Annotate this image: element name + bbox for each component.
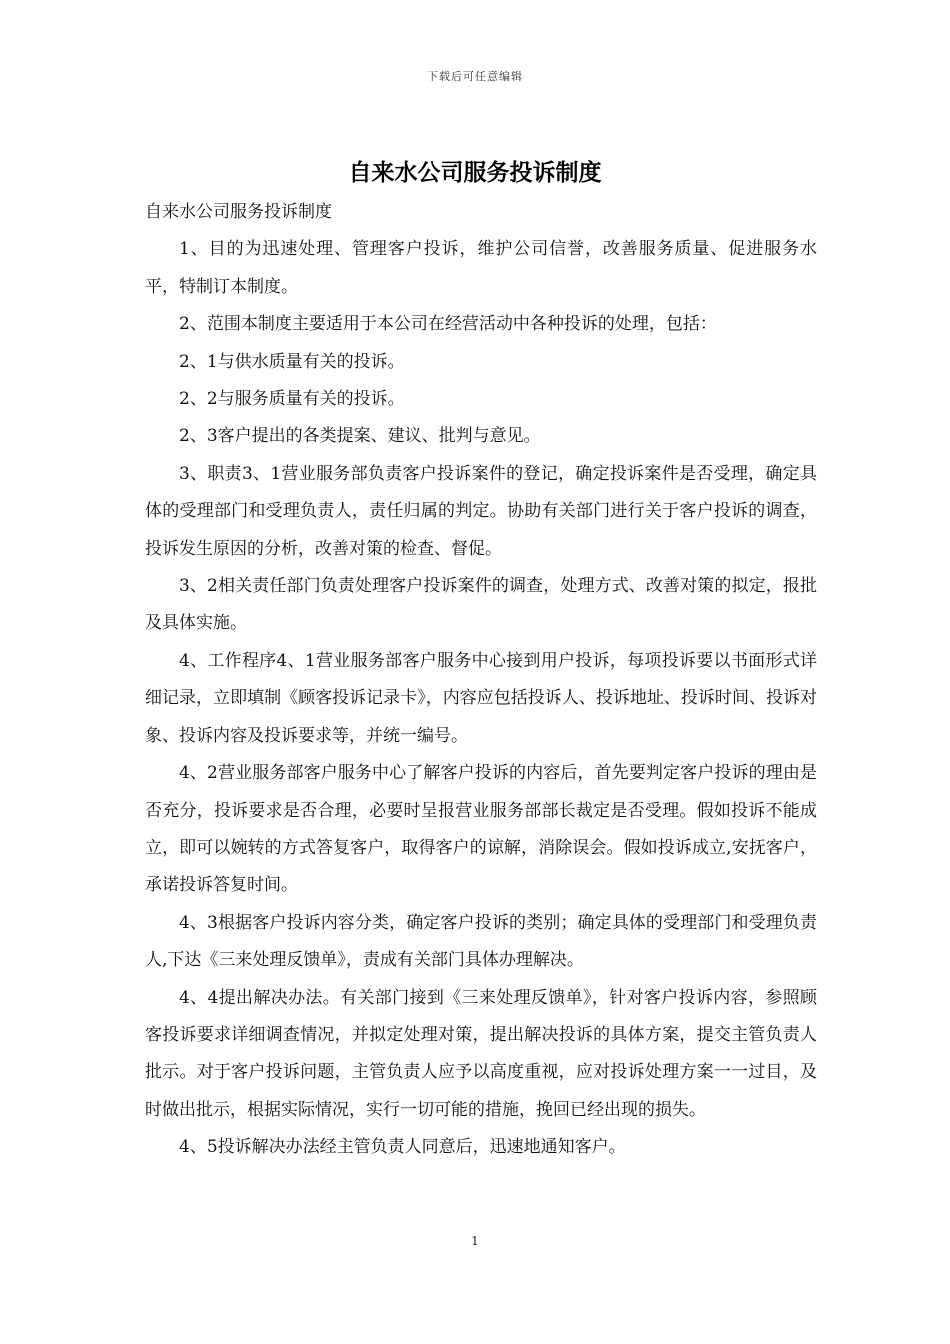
paragraph-scope: 2、范围本制度主要适用于本公司在经营活动中各种投诉的处理，包括：	[179, 314, 717, 335]
paragraph-procedure-4-1: 4、工作程序4、1营业服务部客户服务中心接到用户投诉，每项投诉要以书面形式详细记录，立即填制《顾客投诉记录卡》，内容应包括投诉人、投诉地址、投诉时间、投诉对象、投诉内容及投诉要求等，并统一编号。	[145, 650, 817, 746]
document-body	[145, 194, 817, 1167]
paragraph-purpose: 1、目的为迅速处理、管理客户投诉，维护公司信誉，改善服务质量、促进服务水平，特制订本制度。	[145, 239, 817, 297]
header-note: 下载后可任意编辑	[427, 70, 523, 83]
paragraph-procedure-4-4: 4、4提出解决办法。有关部门接到《三来处理反馈单》，针对客户投诉内容，参照顾客投诉要求详细调查情况，并拟定处理对策，提出解决投诉的具体方案，提交主管负责人批示。对于客户投诉问题，主管负责人应予以高度重视，应对投诉处理方案一一过目，及时做出批示，根据实际情况，实行一切可能的措施，挽回已经出现的损失。	[145, 987, 817, 1120]
page-number: 1	[471, 1234, 479, 1248]
paragraph-procedure-4-2: 4、2营业服务部客户服务中心了解客户投诉的内容后，首先要判定客户投诉的理由是否充分，投诉要求是否合理，必要时呈报营业服务部部长裁定是否受理。假如投诉不能成立，即可以婉转的方式答复客户，取得客户的谅解，消除误会。假如投诉成立,安抚客户，承诺投诉答复时间。	[145, 763, 817, 896]
paragraph-scope-2-3: 2、3客户提出的各类提案、建议、批判与意见。	[179, 426, 541, 447]
paragraph-procedure-4-3: 4、3根据客户投诉内容分类，确定客户投诉的类别；确定具体的受理部门和受理负责人,下达《三来处理反馈单》，责成有关部门具体办理解决。	[145, 912, 817, 971]
paragraph-duties-3-1: 3、职责3、1营业服务部负责客户投诉案件的登记，确定投诉案件是否受理，确定具体的受理部门和受理负责人，责任归属的判定。协助有关部门进行关于客户投诉的调查，投诉发生原因的分析，改善对策的检查、督促。	[145, 463, 817, 559]
document-subtitle: 自来水公司服务投诉制度	[145, 202, 332, 222]
paragraph-duties-3-2: 3、2相关责任部门负责处理客户投诉案件的调查，处理方式、改善对策的拟定，报批及具体实施。	[145, 576, 817, 634]
paragraph-procedure-4-5: 4、5投诉解决办法经主管负责人同意后，迅速地通知客户。	[179, 1137, 626, 1158]
document-title: 自来水公司服务投诉制度	[348, 160, 602, 186]
paragraph-scope-2-2: 2、2与服务质量有关的投诉。	[179, 389, 405, 410]
paragraph-scope-2-1: 2、1与供水质量有关的投诉。	[179, 351, 405, 372]
